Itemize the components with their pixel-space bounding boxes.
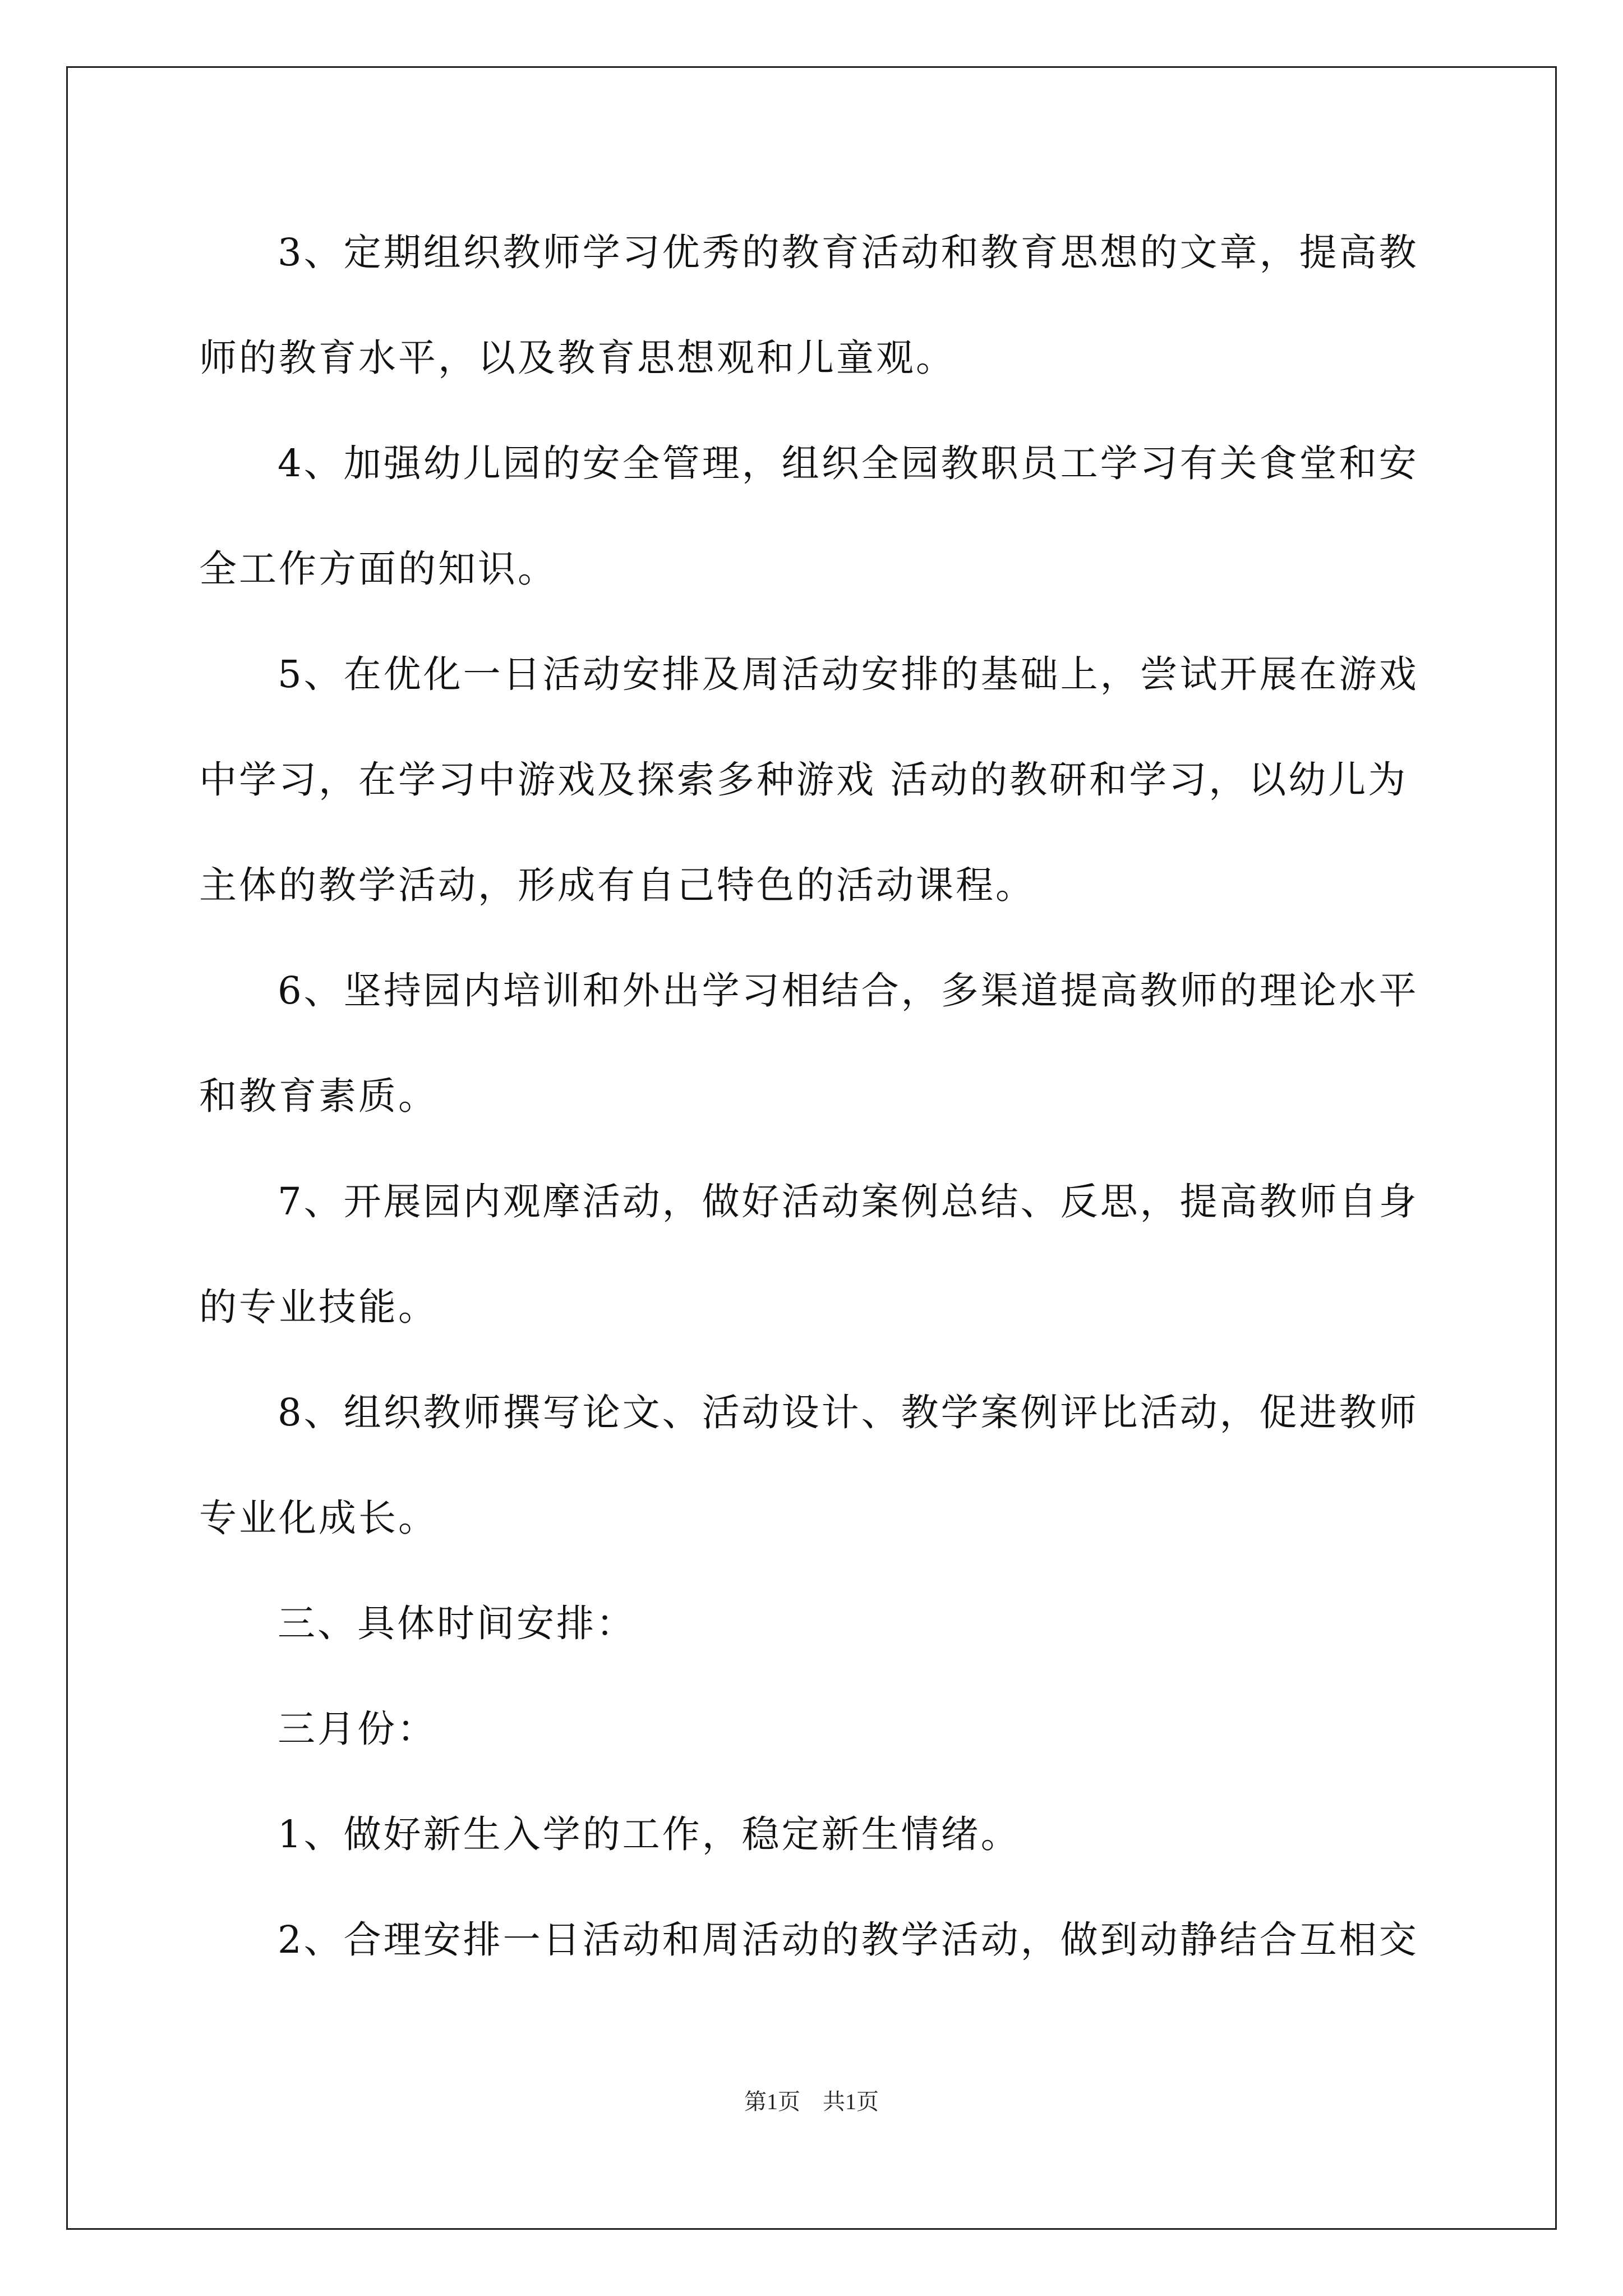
page-footer: 第1页 共1页 [744, 2089, 879, 2114]
paragraph-line: 中学习，在学习中游戏及探索多种游戏 活动的教研和学习，以幼儿为 [199, 758, 1408, 802]
paragraph-line: 和教育素质。 [199, 1074, 438, 1118]
paragraph-line: 1、做好新生入学的工作，稳定新生情绪。 [278, 1812, 1021, 1856]
paragraph-line: 8、组织教师撰写论文、活动设计、教学案例评比活动，促进教师 [278, 1391, 1419, 1434]
paragraph-line: 4、加强幼儿园的安全管理，组织全园教职员工学习有关食堂和安 [278, 441, 1419, 485]
paragraph-line: 3、定期组织教师学习优秀的教育活动和教育思想的文章，提高教 [278, 231, 1419, 274]
subsection-heading: 三月份： [278, 1707, 437, 1751]
paragraph-line: 主体的教学活动，形成有自己特色的活动课程。 [199, 863, 1035, 907]
paragraph-line: 师的教育水平，以及教育思想观和儿童观。 [199, 336, 956, 380]
paragraph-line: 专业化成长。 [199, 1496, 438, 1540]
paragraph-line: 7、开展园内观摩活动，做好活动案例总结、反思，提高教师自身 [278, 1180, 1419, 1223]
paragraph-line: 的专业技能。 [199, 1285, 438, 1329]
paragraph-line: 全工作方面的知识。 [199, 547, 557, 591]
section-heading: 三、具体时间安排： [278, 1602, 636, 1645]
paragraph-line: 5、在优化一日活动安排及周活动安排的基础上，尝试开展在游戏 [278, 652, 1419, 696]
paragraph-line: 6、坚持园内培训和外出学习相结合，多渠道提高教师的理论水平 [278, 969, 1419, 1013]
paragraph-line: 2、合理安排一日活动和周活动的教学活动，做到动静结合互相交 [278, 1918, 1419, 1962]
